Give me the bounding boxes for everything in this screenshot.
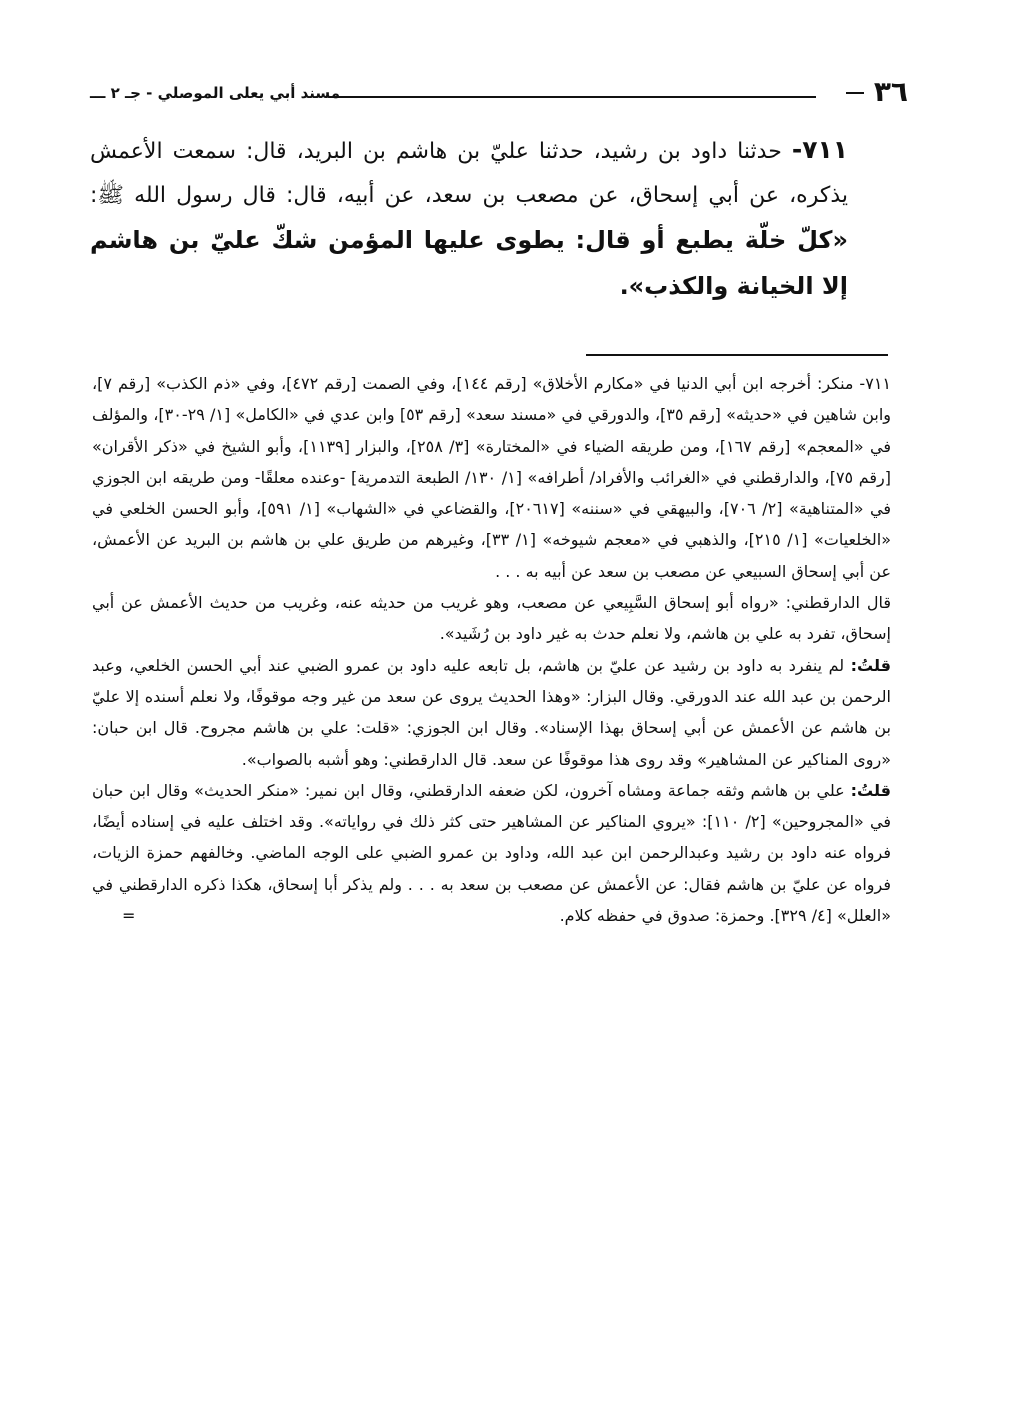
hadith-text xyxy=(90,128,848,310)
qultu-text-2: علي بن هاشم وثقه جماعة ومشاه آخرون، لكن ضعفه الدارقطني، وقال ابن نمير: «منكر الحديث» وقال ابن حبان في «المجروحين» [٢/ ١١٠]: «يروي المناكير عن المشاهير حتى كثر ذلك في رواياته». وقد اختلف عليه في إسناده أيضًا، فرواه عنه داود بن رشيد وعبدالرحمن ابن عبد الله، وداود بن عمرو الضبي على الوجه الماضي. وخالفهم حمزة الزيات، فرواه عن عليّ بن هاشم فقال: عن الأعمش عن مصعب بن سعد به . . . ولم يذكر أبا إسحاق، هكذا ذكره الدارقطني في «العلل» [٤/ ٣٢٩]. وحمزة: صدوق في حفظه كلام. xyxy=(92,780,891,926)
page-number: ٣٦ xyxy=(846,76,908,108)
footnote-separator xyxy=(586,354,888,356)
qultu-label: قلتُ: xyxy=(850,655,891,675)
qultu-text-1: لم ينفرد به داود بن رشيد عن عليّ بن هاشم، بل تابعه عليه داود بن عمرو الضبي عند أبي الحسن الخلعي، وعبد الرحمن بن عبد الله عند الدورقي. وقال البزار: «وهذا الحديث يروى عن سعد من غير وجه موقوفًا، ولا نعلم أسنده إلا عليّ بن هاشم عن الأعمش عن أبي إسحاق بهذا الإسناد». وقال ابن الجوزي: «قلت: علي بن هاشم مجروح. قال ابن حبان: «روى المناكير عن المشاهير» وقد روى هذا موقوفًا عن سعد. قال الدارقطني: وهو أشبه بالصواب». xyxy=(92,655,891,769)
daraqutni-note: قال الدارقطني: «رواه أبو إسحاق السَّبِيعي عن مصعب، وهو غريب من حديثه عنه، وغريب من حديث الأعمش عن أبي إسحاق، تفرد به علي بن هاشم، ولا نعلم حدث به غير داود بن رُشَيد». xyxy=(92,593,891,644)
hadith-matn: «كلّ خلّة يطبع أو قال: يطوى عليها المؤمن شكّ عليّ بن هاشم إلا الخيانة والكذب». xyxy=(90,226,848,300)
running-header xyxy=(90,76,908,116)
qultu-label-2: قلتُ: xyxy=(850,780,891,800)
qultu-note-2 xyxy=(92,775,891,931)
takhrij-note: ٧١١- منكر: أخرجه ابن أبي الدنيا في «مكارم الأخلاق» [رقم ١٤٤]، وفي الصمت [رقم ٤٧٢]، وفي «ذم الكذب» [رقم ٧]، وابن شاهين في «حديثه» [رقم ٣٥]، والدورقي في «مسند سعد» [رقم ٥٣] وابن عدي في «الكامل» [١/ ٢٩-٣٠]، والمؤلف في «المعجم» [رقم ١٦٧]، ومن طريقه الضياء في «المختارة» [٣/ ٢٥٨]، والبزار [١١٣٩]، وأبو الشيخ في «ذكر الأقران» [رقم ٧٥]، والدارقطني في «الغرائب والأفراد/ أطرافه» [١/ ١٣٠/ الطبعة التدمرية] -وعنده معلقًا- ومن طريقه ابن الجوزي في «المتناهية» [٢/ ٧٠٦]، والبيهقي في «سننه» [٢٠٦١٧]، والقضاعي في «الشهاب» [١/ ٥٩١]، وأبو الحسن الخلعي في «الخلعيات» [١/ ٢١٥]، والذهبي في «معجم شيوخه» [١/ ٣٣]، وغيرهم من طريق علي بن هاشم بن البريد عن الأعمش، عن أبي إسحاق السبيعي عن مصعب بن سعد عن أبيه به . . . xyxy=(92,374,892,581)
header-rule xyxy=(330,96,816,98)
hadith-number: ٧١١- xyxy=(791,135,848,164)
hadith-isnad: حدثنا داود بن رشيد، حدثنا عليّ بن هاشم بن البريد، قال: سمعت الأعمش يذكره، عن أبي إسحاق، عن مصعب بن سعد، عن أبيه، قال: قال رسول الله ﷺ: xyxy=(90,139,848,208)
qultu-note-1 xyxy=(92,650,891,775)
footnotes xyxy=(92,368,891,931)
running-title: مسند أبي يعلى الموصلي - جـ ٢ ـــ xyxy=(90,84,340,102)
continuation-mark: = xyxy=(122,906,136,926)
